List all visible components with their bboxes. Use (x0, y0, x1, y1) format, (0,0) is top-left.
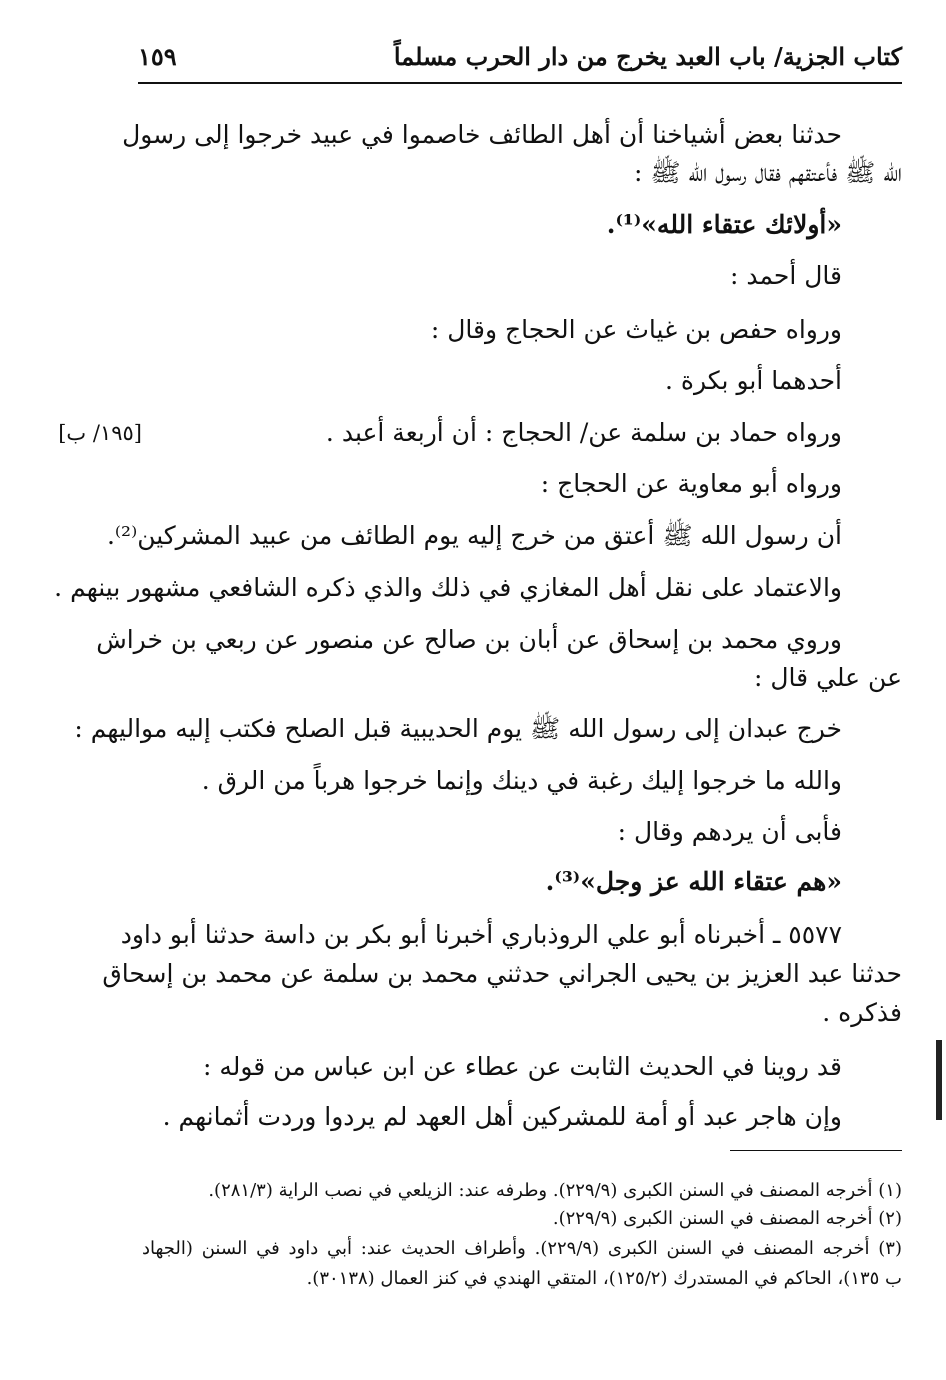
hadith-number-line: ٥٥٧٧ ـ أخبرناه أبو علي الروذباري أخبرنا أبو بكر بن داسة حدثنا أبو داود (120, 920, 842, 949)
footnote: (٢) أخرجه المصنف في السنن الكبرى (٢٢٩/٩). (552, 1208, 902, 1229)
text-line: والله ما خرجوا إليك رغبة في دينك وإنما خرجوا هرباً من الرق . (201, 766, 842, 795)
text-line: ورواه حفص بن غياث عن الحجاج وقال : (430, 315, 842, 344)
text-line: حدثنا عبد العزيز بن يحيى الجراني حدثني محمد بن سلمة عن محمد بن إسحاق (102, 959, 902, 988)
page-number: ١٥٩ (138, 42, 177, 71)
text-line: خرج عبدان إلى رسول الله ﷺ يوم الحديبية قبل الصلح فكتب إليه مواليهم : (74, 714, 842, 743)
text-line: حدثنا بعض أشياخنا أن أهل الطائف خاصموا في عبيد خرجوا إلى رسول (122, 120, 842, 149)
text-line: والاعتماد على نقل أهل المغازي في ذلك والذي ذكره الشافعي مشهور بينهم . (54, 573, 842, 602)
chapter-title: كتاب الجزية/ باب العبد يخرج من دار الحرب مسلماً (393, 42, 902, 71)
footnote: (١) أخرجه المصنف في السنن الكبرى (٢٢٩/٩). وطرفه عند: الزيلعي في نصب الراية (٢٨١/٣). (208, 1180, 902, 1201)
text-line: ورواه حماد بن سلمة عن/ الحجاج : أن أربعة أعبد . (325, 418, 842, 447)
footnote-divider (730, 1150, 902, 1151)
footnote: (٣) أخرجه المصنف في السنن الكبرى (٢٢٩/٩). وأطراف الحديث عند: أبي داود في السنن (الجهاد (142, 1238, 902, 1259)
scan-edge-mark (936, 1040, 942, 1120)
text-line: «أولائك عتقاء الله»⁽¹⁾. (606, 210, 842, 239)
text-line: قال أحمد : (729, 261, 842, 290)
text-line: الله ﷺ فأعتقهم فقال رسول الله ﷺ : (634, 158, 902, 187)
text-line: أحدهما أبو بكرة . (664, 366, 842, 395)
text-line: فأبى أن يردهم وقال : (617, 817, 842, 846)
manuscript-folio-marker: [١٩٥/ ب] (58, 421, 142, 445)
text-line: فذكره . (822, 998, 902, 1027)
text-line: عن علي قال : (754, 663, 902, 692)
footnote-continuation: ب ١٣٥)، الحاكم في المستدرك (١٢٥/٢)، المتقي الهندي في كنز العمال (٣٠١٣٨). (306, 1268, 902, 1289)
text-line: أن رسول الله ﷺ أعتق من خرج إليه يوم الطائف من عبيد المشركين⁽²⁾. (106, 521, 842, 550)
text-line: «هم عتقاء الله عز وجل»⁽³⁾. (545, 867, 842, 896)
text-line: ورواه أبو معاوية عن الحجاج : (540, 469, 842, 498)
text-line: وإن هاجر عبد أو أمة للمشركين أهل العهد لم يردوا وردت أثمانهم . (162, 1102, 842, 1131)
text-line: وروي محمد بن إسحاق عن أبان بن صالح عن منصور عن ربعي بن خراش (96, 625, 842, 654)
text-line: قد روينا في الحديث الثابت عن عطاء عن ابن عباس من قوله : (202, 1052, 842, 1081)
